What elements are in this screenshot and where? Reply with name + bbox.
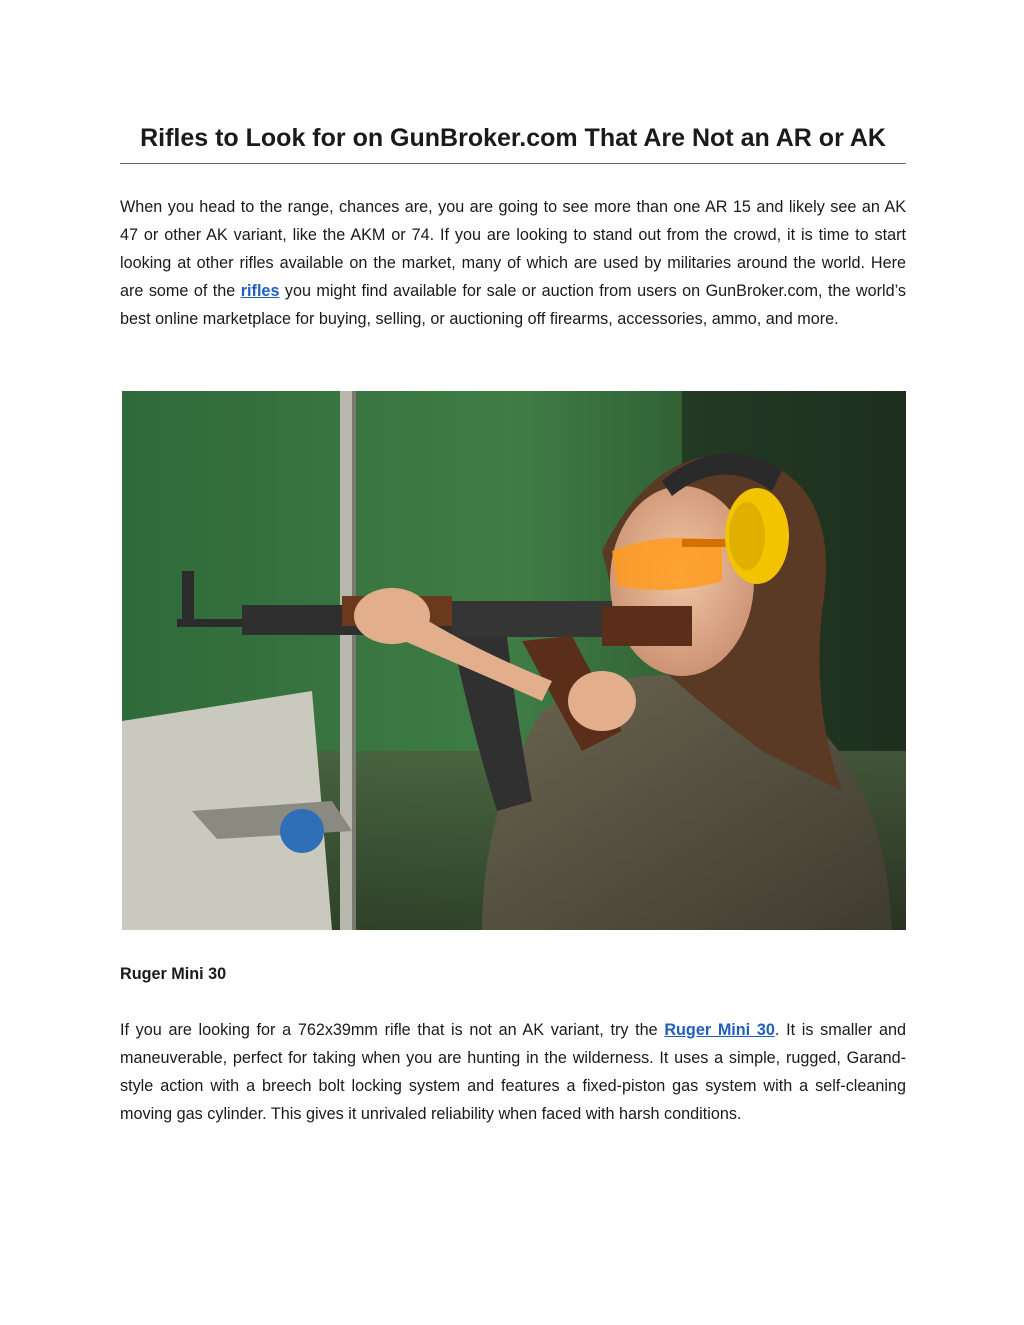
right-hand [568,671,636,731]
range-pole [340,391,352,930]
photo-illustration [122,391,906,930]
document-title: Rifles to Look for on GunBroker.com That Are Not an AR or AK [140,124,886,152]
intro-text-end: you might find available for sale or auction from users on GunBroker.com, the world’s best online marketplace for buying, selling, or auctioning off firearms, accessories, ammo, and more. [120,282,906,328]
title-underline [120,163,906,164]
intro-text-start: When you head to the range, chances are, you are going to see more than one AR 15 and likely see an AK 47 or other AK variant, like the AKM or 74. If you are looking to stand out from the crowd, it is time to start looking at other rifles available on the market, many of which are used by militaries around the world. Here are some of the [120,198,906,300]
section-text-end: . It is smaller and maneuverable, perfect for taking when you are hunting in the wilderness. It uses a simple, rugged, Garand-style action with a breech bolt locking system and features a fixed-piston gas system with a self-cleaning moving gas cylinder. This gives it unrivaled reliability when faced with harsh conditions. [120,1021,907,1123]
rifles-link[interactable]: rifles [240,282,280,300]
ruger-mini-30-link[interactable]: Ruger Mini 30 [664,1021,775,1039]
shooting-range-photo [122,391,906,930]
intro-paragraph [120,193,906,333]
section-paragraph [120,1016,906,1128]
blue-marker [280,809,324,853]
section-text-start: If you are looking for a 762x39mm rifle that is not an AK variant, try the [120,1021,665,1039]
section-heading: Ruger Mini 30 [120,965,227,983]
